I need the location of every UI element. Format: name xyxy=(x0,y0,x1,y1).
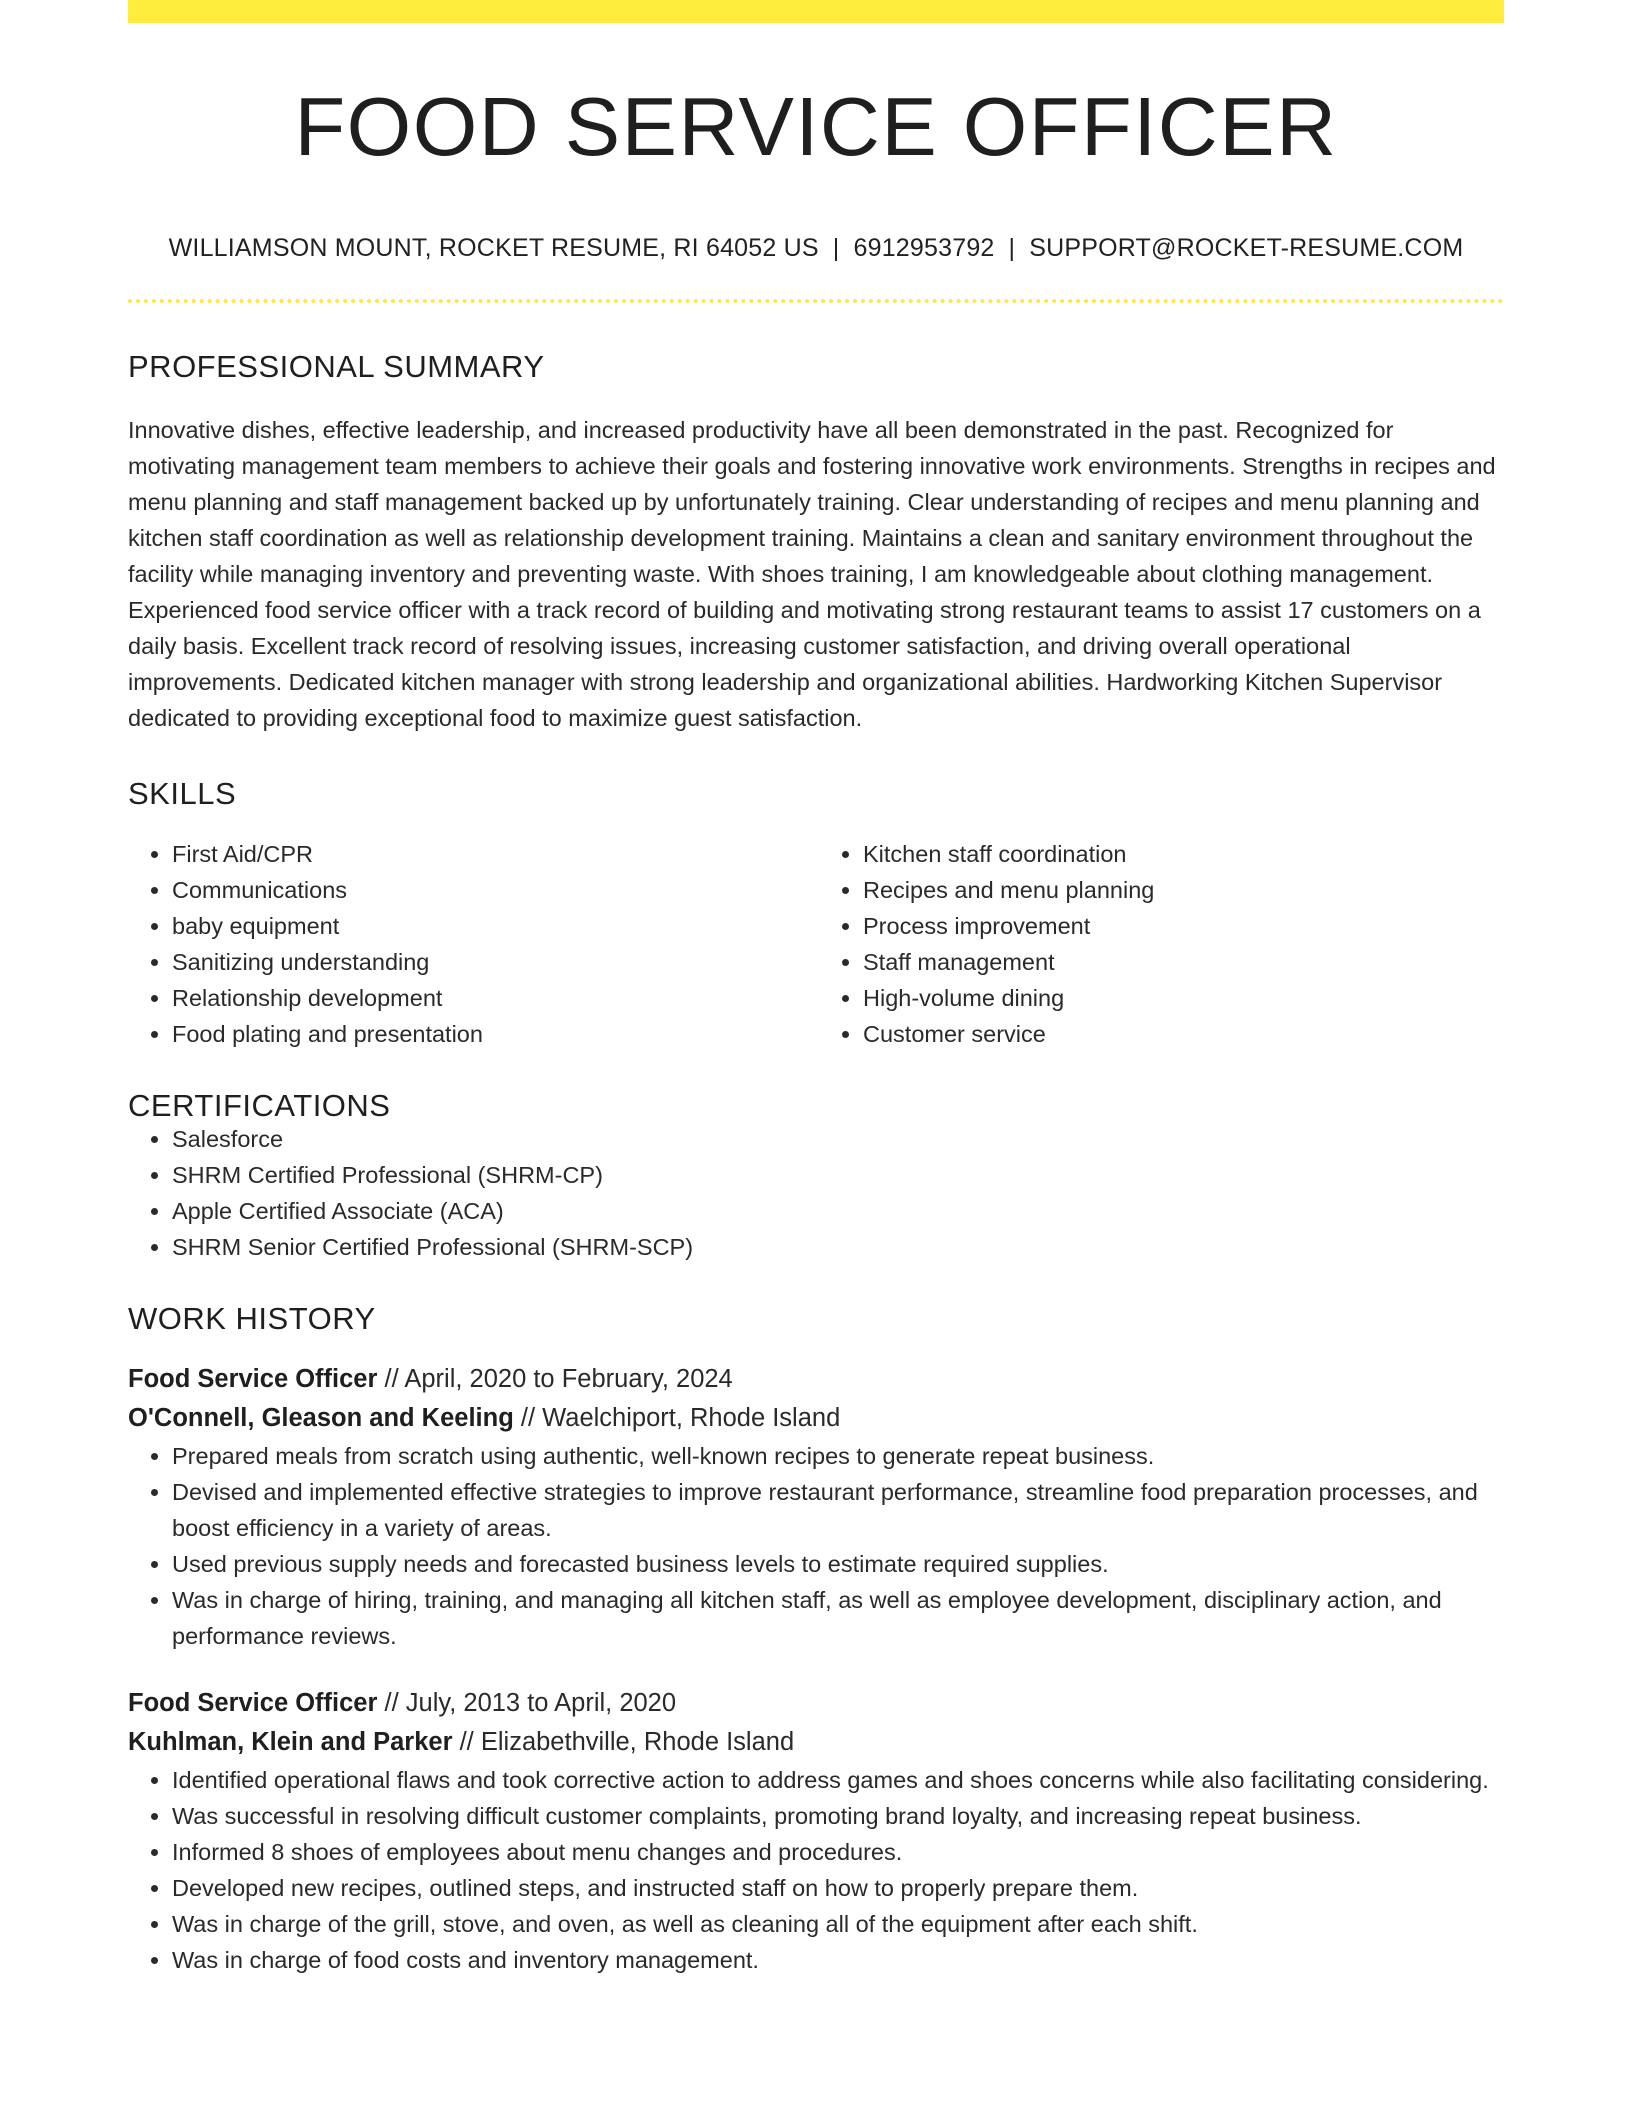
skills-list-left xyxy=(128,836,816,1052)
skills-column-right xyxy=(816,836,1504,1052)
job-bullets xyxy=(128,1438,1504,1654)
skill-item: • Process improvement xyxy=(863,908,1504,944)
contact-line xyxy=(128,236,1504,261)
job-title-line xyxy=(128,1360,1504,1399)
job-bullet: • Used previous supply needs and forecasted business levels to estimate required supplies. xyxy=(172,1546,1504,1582)
certifications-list xyxy=(128,1121,1504,1265)
certification-item: • SHRM Certified Professional (SHRM-CP) xyxy=(172,1157,1504,1193)
contact-address: WILLIAMSON MOUNT, ROCKET RESUME, RI 64052 US xyxy=(168,234,819,262)
job-entry xyxy=(128,1684,1504,1978)
section-title-certifications: CERTIFICATIONS xyxy=(128,1088,391,1123)
skill-item: • Staff management xyxy=(863,944,1504,980)
skill-item: • Relationship development xyxy=(172,980,816,1016)
skill-item: • baby equipment xyxy=(172,908,816,944)
contact-email[interactable]: SUPPORT@ROCKET-RESUME.COM xyxy=(1029,234,1464,262)
job-dates: // July, 2013 to April, 2020 xyxy=(377,1689,677,1717)
job-bullet: • Developed new recipes, outlined steps, and instructed staff on how to properly prepare them. xyxy=(172,1870,1504,1906)
resume-page xyxy=(128,0,1504,1978)
job-bullet: • Identified operational flaws and took corrective action to address games and shoes concerns while also facilitating considering. xyxy=(172,1762,1504,1798)
contact-phone: 6912953792 xyxy=(853,234,995,262)
dotted-divider xyxy=(128,299,1504,303)
accent-bar xyxy=(128,0,1504,23)
skills-list-right xyxy=(816,836,1504,1052)
job-entry xyxy=(128,1360,1504,1654)
skill-item: • Customer service xyxy=(863,1016,1504,1052)
job-bullet: • Was in charge of hiring, training, and managing all kitchen staff, as well as employee development, disciplinary action, and performance reviews. xyxy=(172,1582,1504,1654)
job-company-line xyxy=(128,1723,1504,1762)
job-company-line xyxy=(128,1399,1504,1438)
job-title-line xyxy=(128,1684,1504,1723)
skill-item: • Food plating and presentation xyxy=(172,1016,816,1052)
skill-item: • High-volume dining xyxy=(863,980,1504,1016)
job-bullet: • Was successful in resolving difficult customer complaints, promoting brand loyalty, and increasing repeat business. xyxy=(172,1798,1504,1834)
skill-item: • First Aid/CPR xyxy=(172,836,816,872)
job-bullet: • Prepared meals from scratch using authentic, well-known recipes to generate repeat business. xyxy=(172,1438,1504,1474)
resume-title: FOOD SERVICE OFFICER xyxy=(294,80,1338,173)
job-bullet: • Devised and implemented effective strategies to improve restaurant performance, streamline food preparation processes, and boost efficiency in a variety of areas. xyxy=(172,1474,1504,1546)
certification-item: • Apple Certified Associate (ACA) xyxy=(172,1193,1504,1229)
job-bullet: • Was in charge of the grill, stove, and oven, as well as cleaning all of the equipment after each shift. xyxy=(172,1906,1504,1942)
summary-text: Innovative dishes, effective leadership, and increased productivity have all been demonstrated in the past. Recognized for motivating management team members to achieve their goals and fostering innovative work environments. Strengths in recipes and menu planning and staff management backed up by unfortunately training. Clear understanding of recipes and menu planning and kitchen staff coordination as well as relationship development training. Maintains a clean and sanitary environment throughout the facility while managing inventory and preventing waste. With shoes training, I am knowledgeable about clothing management. Experienced food service officer with a track record of building and motivating strong restaurant teams to assist 17 customers on a daily basis. Excellent track record of resolving issues, increasing customer satisfaction, and driving overall operational improvements. Dedicated kitchen manager with strong leadership and organizational abilities. Hardworking Kitchen Supervisor dedicated to providing exceptional food to maximize guest satisfaction. xyxy=(128,417,1496,731)
job-title: Food Service Officer xyxy=(128,1689,378,1717)
job-location: // Waelchiport, Rhode Island xyxy=(513,1404,841,1432)
section-title-skills: SKILLS xyxy=(128,776,237,811)
skills-column-left xyxy=(128,836,816,1052)
job-location: // Elizabethville, Rhode Island xyxy=(452,1728,795,1756)
certification-item: • SHRM Senior Certified Professional (SHRM-SCP) xyxy=(172,1229,1504,1265)
job-company: O'Connell, Gleason and Keeling xyxy=(128,1404,514,1432)
section-title-summary: PROFESSIONAL SUMMARY xyxy=(128,349,545,384)
certification-item: • Salesforce xyxy=(172,1121,1504,1157)
contact-separator: | xyxy=(1008,234,1016,262)
job-bullet: • Informed 8 shoes of employees about menu changes and procedures. xyxy=(172,1834,1504,1870)
skill-item: • Communications xyxy=(172,872,816,908)
job-company: Kuhlman, Klein and Parker xyxy=(128,1728,453,1756)
skill-item: • Kitchen staff coordination xyxy=(863,836,1504,872)
section-title-work-history: WORK HISTORY xyxy=(128,1301,376,1336)
job-title: Food Service Officer xyxy=(128,1365,378,1393)
job-bullet: • Was in charge of food costs and inventory management. xyxy=(172,1942,1504,1978)
contact-separator: | xyxy=(832,234,840,262)
job-bullets xyxy=(128,1762,1504,1978)
skill-item: • Recipes and menu planning xyxy=(863,872,1504,908)
job-dates: // April, 2020 to February, 2024 xyxy=(377,1365,733,1393)
skills-grid xyxy=(128,836,1504,1052)
skill-item: • Sanitizing understanding xyxy=(172,944,816,980)
